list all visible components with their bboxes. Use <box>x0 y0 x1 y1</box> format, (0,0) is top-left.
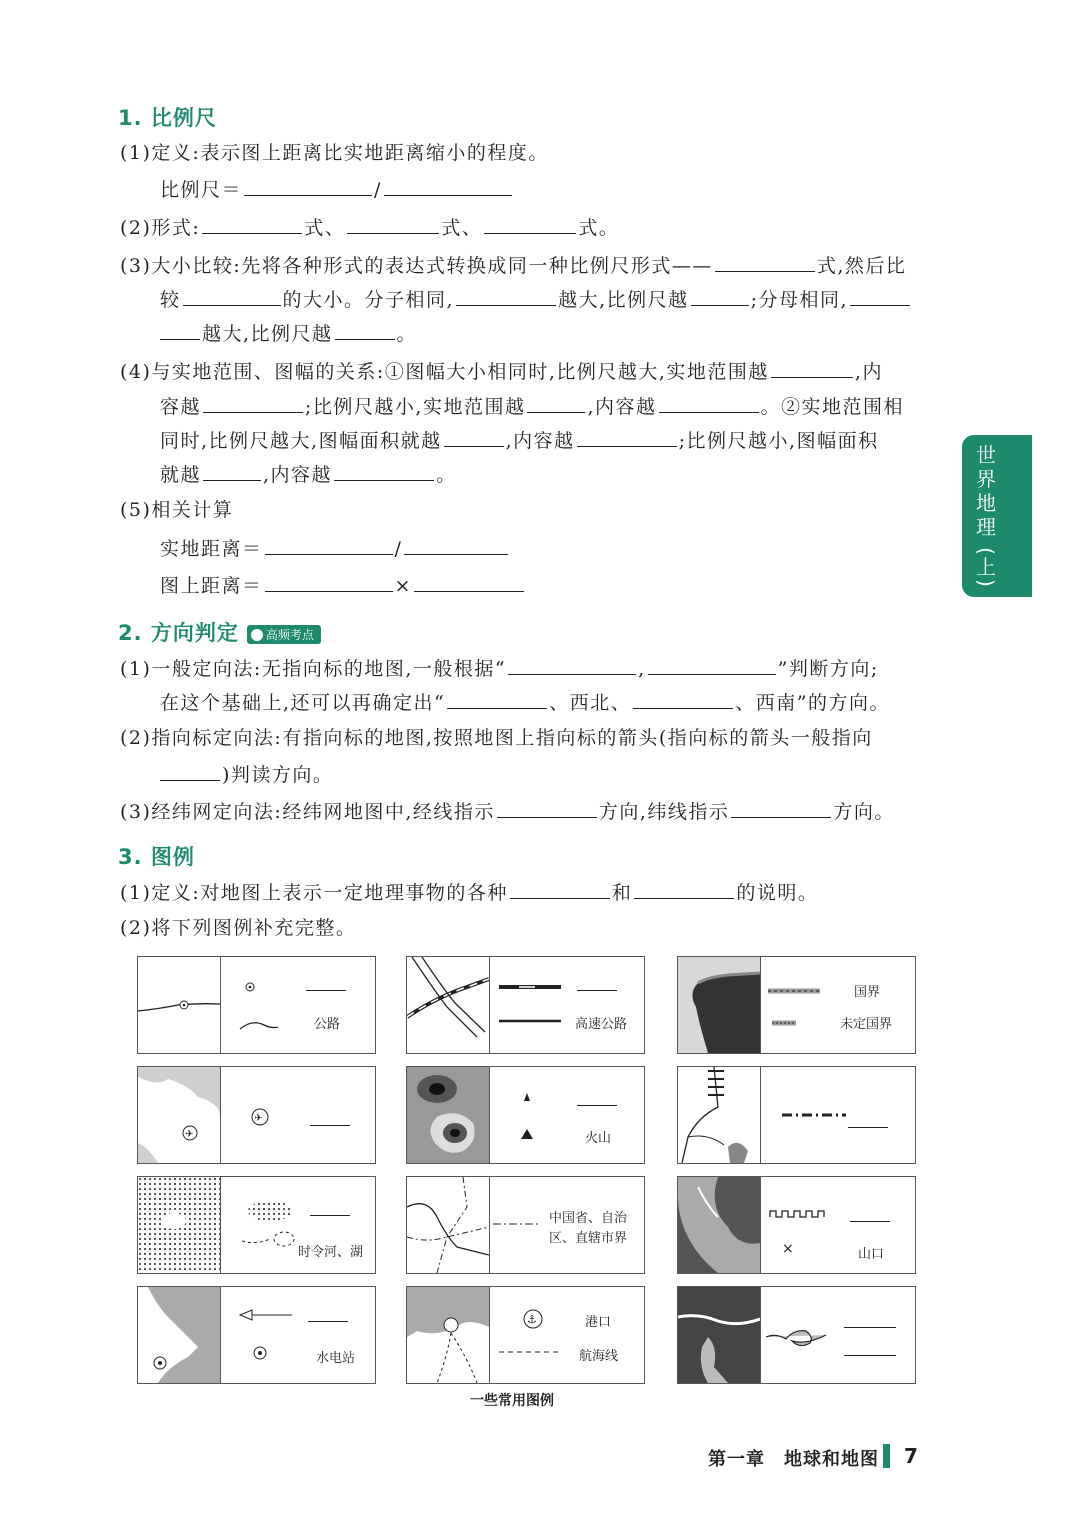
legend-river-lake <box>677 1286 916 1384</box>
legend-port: ⚓ 港口 航海线 <box>406 1286 645 1384</box>
blank[interactable] <box>497 797 597 818</box>
section-title-direction: 2. 方向判定 高频考点 <box>118 617 321 647</box>
legend-map-highway <box>407 957 490 1053</box>
line-calc-real: 实地距离＝ / <box>160 534 510 562</box>
line-relation-1: (4)与实地范围、图幅的关系:①图幅大小相同时,比例尺越大,实地范围越 ,内 <box>120 357 883 385</box>
svg-text:✈: ✈ <box>185 1129 194 1140</box>
seasonal-lake-icon <box>242 1197 306 1253</box>
blank[interactable] <box>160 760 220 781</box>
line-compare-2: 较 的大小。分子相同, 越大,比例尺越 ;分母相同, <box>160 285 912 313</box>
line-direction-5: (3)经纬网定向法:经纬网地图中,经线指示 方向,纬线指示 方向。 <box>120 797 895 825</box>
blank[interactable] <box>203 460 261 481</box>
badge-dot-icon <box>251 629 263 641</box>
legend-map-province <box>407 1177 490 1273</box>
blank[interactable] <box>335 319 395 340</box>
blank[interactable] <box>265 571 393 592</box>
hot-topic-badge: 高频考点 <box>247 625 321 644</box>
blank[interactable] <box>183 285 281 306</box>
volcano-symbol-icon <box>517 1089 537 1145</box>
blank[interactable] <box>691 285 749 306</box>
line-compare-3: 越大,比例尺越 。 <box>160 319 417 347</box>
legend-airport <box>137 1066 376 1164</box>
railway-symbol-icon <box>782 1109 846 1121</box>
airport-symbol-icon <box>250 1107 270 1127</box>
legend-map-border <box>678 957 761 1053</box>
sea-route-icon <box>499 1349 569 1355</box>
section-title-legend: 3. 图例 <box>118 845 195 869</box>
line-compare-1: (3)大小比较:先将各种形式的表达式转换成同一种比例尺形式—— 式,然后比 <box>120 251 906 279</box>
legend-border: 国界 未定国界 <box>677 956 916 1054</box>
province-border-icon <box>493 1221 543 1227</box>
legend-map-pass <box>678 1177 761 1273</box>
blank[interactable] <box>384 175 512 196</box>
blank[interactable] <box>456 285 556 306</box>
footer-chapter: 第一章 地球和地图 <box>708 1449 879 1470</box>
line-direction-4: )判读方向。 <box>160 760 333 788</box>
blank[interactable] <box>203 392 303 413</box>
line-relation-4: 就越 ,内容越 。 <box>160 460 457 488</box>
section-title-scale: 1. 比例尺 <box>118 106 217 130</box>
line-scale-formula: 比例尺＝ / <box>160 175 514 203</box>
port-anchor-icon <box>521 1307 545 1331</box>
line-forms: (2)形式: 式、 式、 式。 <box>120 213 619 241</box>
blank[interactable] <box>444 426 504 447</box>
blank[interactable] <box>633 688 733 709</box>
blank[interactable] <box>334 460 434 481</box>
blank[interactable] <box>771 357 853 378</box>
legend-map-railway <box>678 1067 761 1163</box>
answer-line[interactable] <box>308 1321 348 1322</box>
blank[interactable] <box>202 213 302 234</box>
line-definition: (1)定义:表示图上距离比实地距离缩小的程度。 <box>120 142 549 164</box>
answer-line[interactable] <box>844 1327 896 1328</box>
blank[interactable] <box>265 534 393 555</box>
line-legend-def: (1)定义:对地图上表示一定地理事物的各种 和 的说明。 <box>120 878 818 906</box>
answer-line[interactable] <box>310 1215 350 1216</box>
answer-line[interactable] <box>310 1125 350 1126</box>
legend-map-river <box>678 1287 761 1383</box>
blank[interactable] <box>527 392 585 413</box>
legend-map-desert <box>138 1177 221 1273</box>
legend-seasonal-river: 时令河、湖 <box>137 1176 376 1274</box>
answer-line[interactable] <box>577 1105 617 1106</box>
legend-map-hydro <box>138 1287 221 1383</box>
blank[interactable] <box>648 654 776 675</box>
blank[interactable] <box>577 426 677 447</box>
mountain-pass-icon <box>768 1207 828 1257</box>
line-direction-2: 在这个基础上,还可以再确定出“ 、西北、 、西南”的方向。 <box>160 688 890 716</box>
answer-line[interactable] <box>850 1221 890 1222</box>
blank[interactable] <box>347 213 439 234</box>
line-calc-map: 图上距离＝ × <box>160 571 526 599</box>
river-lake-icon <box>766 1317 836 1357</box>
answer-line[interactable] <box>844 1355 896 1356</box>
svg-text:✈: ✈ <box>254 1113 263 1124</box>
blank[interactable] <box>404 534 508 555</box>
blank[interactable] <box>508 654 636 675</box>
blank[interactable] <box>484 213 576 234</box>
legend-caption: 一些常用图例 <box>470 1393 554 1409</box>
blank[interactable] <box>715 251 815 272</box>
answer-line[interactable] <box>848 1127 888 1128</box>
line-relation-3: 同时,比例尺越大,图幅面积就越 ,内容越 ;比例尺越小,图幅面积 <box>160 426 879 454</box>
legend-volcano: 火山 <box>406 1066 645 1164</box>
capital-symbol-icon <box>238 979 278 1039</box>
line-relation-2: 容越 ;比例尺越小,实地范围越 ,内容越 。②实地范围相 <box>160 392 904 420</box>
svg-text:⚓: ⚓ <box>527 1313 537 1326</box>
blank[interactable] <box>850 285 910 306</box>
legend-road: 公路 <box>137 956 376 1054</box>
legend-mountain-pass: × 山口 <box>677 1176 916 1274</box>
footer-accent-bar <box>883 1444 890 1468</box>
line-calc-heading: (5)相关计算 <box>120 499 234 521</box>
page-number: 7 <box>904 1444 918 1468</box>
side-tab-world-geography: 世 界 地 理 ( 上 ) <box>962 435 1032 597</box>
blank[interactable] <box>244 175 372 196</box>
legend-map-volcano <box>407 1067 490 1163</box>
blank[interactable] <box>634 878 734 899</box>
blank[interactable] <box>731 797 831 818</box>
svg-text:×: × <box>782 1241 794 1257</box>
blank[interactable] <box>447 688 547 709</box>
blank[interactable] <box>160 319 200 340</box>
answer-line[interactable] <box>577 990 617 991</box>
blank[interactable] <box>659 392 759 413</box>
legend-highway: 高速公路 <box>406 956 645 1054</box>
answer-line[interactable] <box>306 990 346 991</box>
legend-hydro: 水电站 <box>137 1286 376 1384</box>
blank[interactable] <box>510 878 610 899</box>
line-direction-1: (1)一般定向法:无指向标的地图,一般根据“ , ”判断方向; <box>120 654 879 682</box>
legend-map-airport <box>138 1067 221 1163</box>
legend-map-road <box>138 957 221 1053</box>
line-direction-3: (2)指向标定向法:有指向标的地图,按照地图上指向标的箭头(指向标的箭头一般指向 <box>120 727 873 749</box>
hydro-station-icon <box>230 1307 300 1367</box>
highway-symbol-icon <box>499 979 569 1029</box>
legend-railway <box>677 1066 916 1164</box>
legend-province-border: 中国省、自治 区、直辖市界 <box>406 1176 645 1274</box>
legend-map-port <box>407 1287 490 1383</box>
line-legend-task: (2)将下列图例补充完整。 <box>120 917 357 939</box>
border-symbol-icon <box>768 983 828 1033</box>
blank[interactable] <box>414 571 524 592</box>
